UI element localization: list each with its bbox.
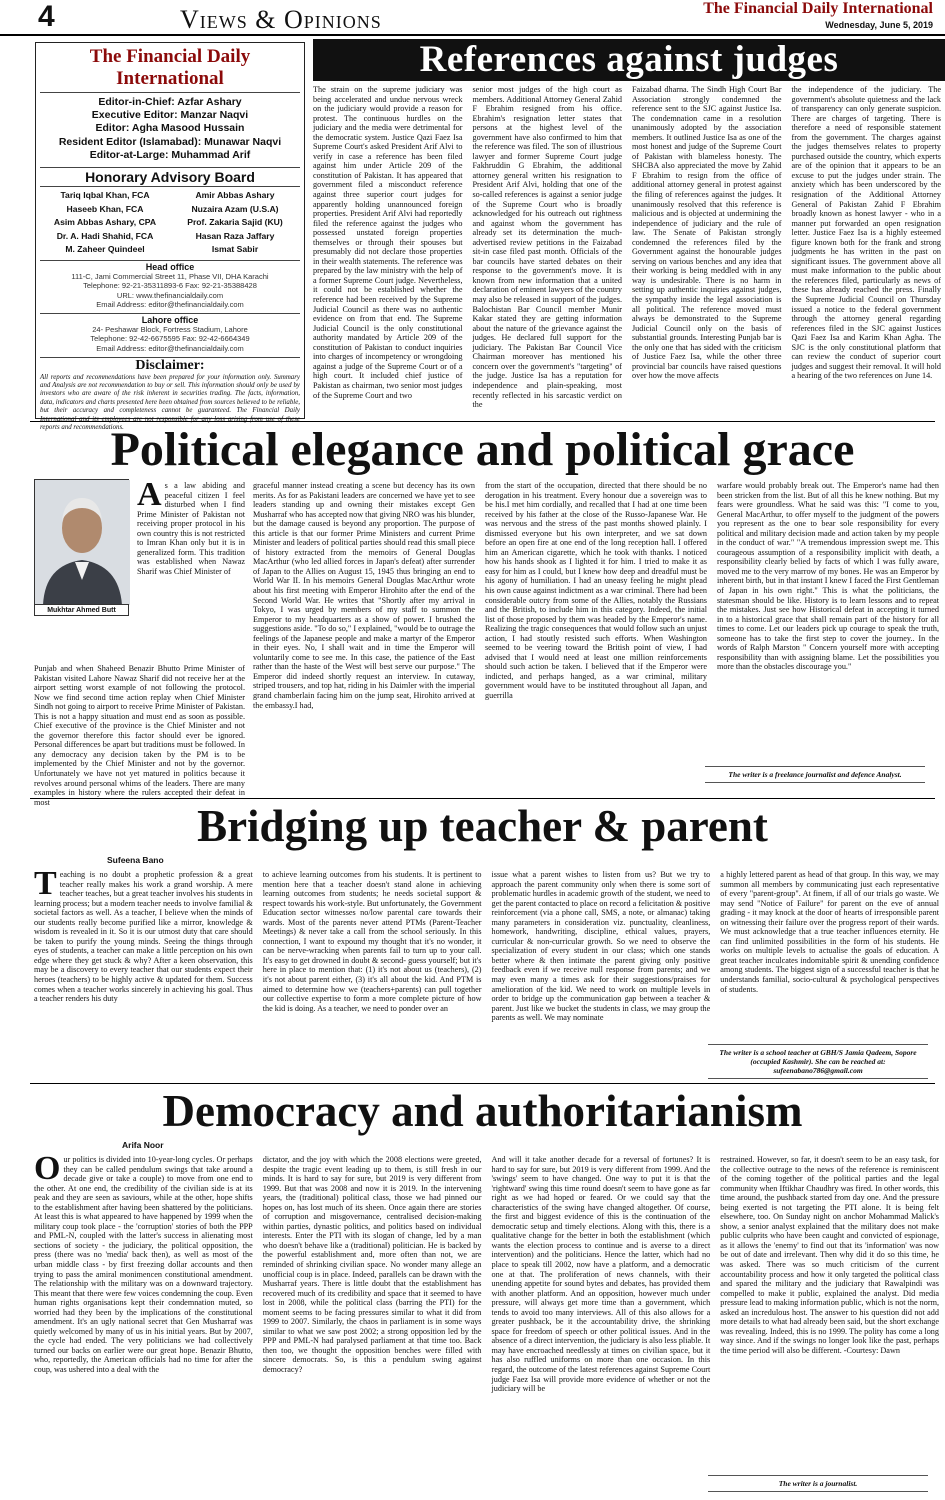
masthead-role: Executive Editor: Manzar Naqvi [91,109,249,122]
article-column [34,865,253,1080]
column-body: ur politics is divided into 10-year-long cycles. Or perhaps they can be called pendulum swings that take around a decade give or take a couple) to move from one end to the other. At one end, the credibility of the civilian side is at its peak and they are seen as saviours, while at the other, hope shifts to the establishment after having been shattered by the politicians. At least this is what appeared to have happened by 1999 when the military coup took place - the 'corruption' stories of both the PPP and PML-N, coupled with the latter's success in alienating most sections of society - the judiciary, the political opposition, the press (there was no 'media' back then), as well as most of the urban middle class - by first freezing dollar accounts and then trying to pass the amiral monimencen constitutional amendment. The relationship with the military was on a downward trajectory. This meant that there were few voices condemning the coup. Even human rights organisations kept their condemnation muted, so worried had they been by the implications of the constitutional amendment. It's an ugly national secret that Gen Musharraf was quietly welcomed by many of us in his initial years. But by 2007, the cycle had ended. The very politicians we had collectively turned our backs on earlier were our great hope. Benazir Bhutto, who, reportedly, the American officials had no time for after the coup, was ushered into a deal with the [34,1155,253,1375]
section-divider [30,421,935,422]
article-democracy-body [34,1150,939,1490]
article-column [253,481,475,794]
article-column [492,870,711,1080]
column-text: a highly lettered parent as head of that group. In this way, we may summon all members by communicating just each representative of every "parent-group". At finem, if all of our trials go waste. We may send "Notice of Failure" for parent on the eve of annual grading - it may knock at the door of hearts of irresponsible parent on witnessing their failure over the progress report of their wards. We must acknowledge that a true teacher influences eternity. He can find unlimited possibilities in the form of his students. He works on multiple levels to actualise the goals of education. A great teacher inculcates indomitable spirit & unending confidence among students. The biggest sign of a successful teacher is that he understands familial, socio-cultural & psychological perspectives of students. [720,870,939,994]
article-column [313,85,463,415]
article-political-body [253,481,939,794]
masthead-role: Editor-at-Large: Muhammad Arif [89,148,251,161]
article-intro [137,476,245,664]
page-number: 4 [38,0,55,33]
section-divider [30,798,935,799]
address-line: URL: www.thefinancialdaily.com [116,290,224,300]
issue-date: Wednesday, June 5, 2019 [825,20,933,30]
head-office-title: Head office [40,260,300,272]
column-text: from the start of the occupation, directed that there should be no derogation in his treatment. Every honour due a sovereign was to be his.I met him cordially, and recalled that I had at one time been received by his father at the close of the Russo-Japanese War. He was nervous and the stress of the past months showed plainly. I dismissed everyone but his own interpreter, and we sat down before an open fire at one end of the long reception hall. I offered him an American cigarette, which he took with thanks. I noticed how his hands shook as I lighted it for him. I tried to make it as easy for him as I could, but I knew how deep and dreadful must be his agony of humiliation. I had an uneasy feeling he might plead his own cause against indictment as a war criminal. There had been considerable outcry from some of the Allies, notably the Russians and the British, to include him in this category. Indeed, the initial list of those proposed by them was headed by the Emperor's name. Realizing the tragic consequences that would follow such an unjust action, I had stoutly resisted such efforts. When Washington seemed to be veering toward the British point of view, I had advised that I would need at least one million reinforcements should such action be taken. I believed that if the Emperor were indicted, and perhaps hanged, as a war criminal, military government would have to be instituted throughout all Japan, and guerrilla [485,481,707,701]
intro-text [137,476,245,576]
board-member: Asim Abbas Ashary, CPA [53,217,157,228]
board-member: Amir Abbas Ashary [195,190,275,201]
disclaimer-text: All reports and recommendations have been prepared for your information only. Summary and Analysis are not recommendation to buy or sell. This information should only be used by investors who are aware of the risk inherent in securities trading. The facts, information, data, indicators and charts presented here been obtained from sources believed to be reliable, but their accuracy and completeness cannot be guaranteed. The Financial Daily International and its employees are not responsible for any loss arising from use of these reports and recommendations. [40,373,300,432]
article-column [492,1155,711,1490]
author-note: The writer is a freelance journalist and defence Analyst. [705,766,925,783]
board-member: Dr. A. Hadi Shahid, FCA [56,230,154,241]
disclaimer-title: Disclaimer: [40,357,300,374]
headline-references: References against judges [313,39,945,81]
article-column [473,85,623,415]
board-member: Tariq Iqbal Khan, FCA [60,190,150,201]
author-note: The writer is a journalist. [708,1475,928,1492]
article-column [717,481,939,794]
masthead-box [35,42,305,432]
address-line: Telephone: 92-21-35311893-6 Fax: 92-21-35388428 [83,281,257,291]
column-body: eaching is no doubt a prophetic profession & a great teacher really makes his work a grand worship. A mere teacher teaches, but a great teacher involves his students in learning process; but a modern teacher needs to involve familial & societal factors as well. As a teacher, I believe when the minds of our students really become purified like a mirror, knowledge & wisdom is revealed in it. So it is our utmost duty that care should be taken to purify the young minds. Seeing the things through eyes of students, a teacher can make a little perception on his own edge where they get stuck & why? After a keen observation, this may be a discovery to every teacher that our students expect their heroes (teachers) to be highly active & updated for them. Success comes when a teacher works sincerely in achieving his goal. Thus a teacher renders his duty [34,870,253,1004]
section-title: Views & Opinions [180,5,382,34]
address-line: 111-C, Jami Commercial Street 11, Phase VII, DHA Karachi [71,271,269,281]
column-text: The strain on the supreme judiciary was being accelerated and undue nervous wreck on the judiciary would provide a reason for protest. The continuous hurdles on the judiciary and the media were detrimental for the democratic system. Justice Qazi Faez Isa Supreme Court's asked President Arif Alvi to verify in case a reference has been filed against him under Article 209 of the constitution of Pakistan. It has appeared that government filed a misconduct reference against three superior court judges for apparently holding unannounced foreign properties. President Arif Alvi had reportedly filed the reference against the judges who possessed unstated foreign properties themselves or through their spouses but presumably did not declare those properties in their wealth statements. The reference was prepared by the law ministry with the help of a former Supreme Court judge. Nevertheless, it could not be established whether the reference had been received by the Supreme Judicial Council as there was no authentic evidence on from that end. The Supreme Judicial Council is the only constitutional authority mandated by Article 209 of the constitution of Pakistan to conduct inquiries into charges of incompetency or wrongdoing against a judge of the Supreme Court or of a high court. It included chief justice of Pakistan as chairman, two senior most judges of the Supreme Court and two [313,85,463,400]
column-text: And will it take another decade for a reversal of fortunes? It is hard to say for sure, but 2019 is very different from 1999. And the 'swings' seem to have changed. One way to put it is that the 'rightward' swing this time round doesn't seem to have gone as far right as we had hoped or feared. Or we could say that the characteristics of the swing have changed altogether. Of course, the first and biggest evidence of this is the continuation of the democratic setup and timely elections. Along with this, there is a qualitative change for the better in both the establishment (which wants the election process to continue and is averse to a direct intervention) and the politicians. Hence the latter, which had no place to speak till 2002, now have a platform, and a democratic one at that. The proliferation of news channels, with their unending appetite for sound bytes and debates, has provided them with another platform. And an opposition, however much under pressure, will always get more time than a government, which tends to avoid too many interviews. All of this also allows for a greater pushback, be it the accountability drive, the shrinking space for freedom of speech or other political issues. And in the absence of a direct intervention, the judiciary is also less pliable. It may have encroached needlessly at times on civilian space, but it has also ruffled uniforms on more than one occasion. In this regard, the outcome of the latest references against Supreme Court judge Faez Isa will provide more evidence of whether or not the judiciary will be [491,1155,711,1394]
lahore-office-address [40,325,300,354]
section-divider [30,1083,935,1084]
dropcap-letter: O [34,1150,61,1187]
intro-body: s a law abiding and peaceful citizen I feel disturbed when I find Prime Minister of Pakistan not receiving proper protocol in his own country this is not restricted to Imran Khan only but it is in generalized form. This tradition was established when Nawaz Sharif was Chief Minister of [137,481,245,576]
column-text: Punjab and when Shaheed Benazir Bhutto Prime Minister of Pakistan visited Lahore Nawaz Sharif did not receive her at the airport setting worst example of not following the protocol. Now we find second time action replay when Chief Minister Sindh not going to airport to receive Prime Minister of Pakistan. This is not a happy situation and must end as soon as possible. Chief executive of the province is the Chief Minister and not the governor therefore this factor should ever be ignored. Personal differences be apart but traditions must be followed. In any democracy any decision taken by the PM is to be implemented by the Chief Minister and not by the governor. Unfortunately we have not yet matured in politics because it revolves around personal whims of the leaders. There are many examples in history where the rulers accepted their defeat in most [34,664,245,807]
article-column [263,1155,482,1490]
headline-bridging: Bridging up teacher & parent [197,801,768,851]
column-text: issue what a parent wishes to listen from us? But we try to approach the parent community only when there is some sort of problematic hurdles in academic growth of the student, we need to get the parent contacted to place on record a felicitation & positive reinforcement (via a phone call, SMS, a note, or almanac) taking many parameters in consideration viz. punctuality, cleanliness, homework, handwriting, discipline, ethical values, prayers, curricular & non-curricular growth. So we need to observe the specialization of every student in our class; which one stands better where & then intimate the parent giving only positive feedback even if we receive null response from parents; and we may even many a times ask for their suggestions/praises for amelioration of the kid. We need to work on multiple levels in order to bridge up the communication gap between a teacher & parent. Just like we bucket the students in class, we may group the parents as well. We may nominate [491,870,711,1023]
masthead-role: Resident Editor (Islamabad): Munawar Naqvi [58,135,282,148]
board-member: Prof. Zakaria Sajid (KU) [187,217,283,228]
article-column [34,1150,253,1490]
byline: Sufeena Bano [107,855,164,865]
article-column [720,1155,939,1490]
advisory-board-title: Honorary Advisory Board [40,167,300,187]
article-column [263,870,482,1080]
masthead-role: Editor: Agha Masood Hussain [95,122,245,135]
address-line: Email Address: editor@thefinancialdaily.com [96,344,244,354]
column-text: warfare would probably break out. The Emperor's name had then been stricken from the list. But of all this he knew nothing. But my fears were groundless. What he said was this: "I come to you, General MacArthur, to offer myself to the judgment of the powers you represent as the one to bear sole responsibility for every political and military decision made and action taken by my people in the conduct of war." "A tremendous impression swept me. This courageous assumption of a responsibility implicit with death, a responsibility clearly belied by facts of which I was fully aware, moved me to the very marrow of my bones. He was an Emperor by inherent birth, but in that instant I knew I faced the First Gentleman of Japan in his own right." This is what the politicians, the statesman should be like. History is to learn lessons and to repeat the mistakes. Just see how Historical defeat in accepting it turned in to a historical grace that shall remain part of the history for all times to come. Let our leaders pick up courage to speak the truth, someone has to take the first step to cover the journey.. In the words of Ralph Marston " Concern yourself more with accepting responsibility than with assigning blame. Let the possibilities you more than the obstacles discourage you." [717,481,939,672]
masthead-paper-name: The Financial Daily International [40,46,300,93]
head-office-address [40,272,300,310]
article-column [792,85,942,415]
article-column [485,481,707,794]
masthead-roles [40,96,300,162]
column-text: graceful manner instead creating a scene but decency has its own merits. As for as Pakistani leaders are concerned we have yet to see leaders standing up and owning their mistakes except Gen Musharraf who has accepted now that giving NRO was his blunder, but the damage caused is beyond any proportion. The purpose of this article is that our former Prime Ministers and current Prime Minister and leaders of political parties should read this small piece of history extracted from the memoirs of General Douglas MacArthur (who led allied forces in Japan's defeat) after surrender of Japan to the Allies on August 15, 1945 thus bringing an end to World War II. In his memoirs General Douglas MacArthur wrote about his first meeting with Emperor Hirohito after the end of the Second World War. He writes that "Shortly after my arrival in Tokyo, I was urged by members of my staff to summon the Emperor to my headquarters as a show of power. I brushed the suggestions aside. "To do so," I explained, "would be to outrage the feelings of the Japanese people and make a martyr of the Emperor in their eyes. No, I shall wait and in time the Emperor will voluntarily come to see me. In this case, the patience of the East rather than the haste of the West will best serve our purpose." The Emperor did indeed shortly request an interview. In cutaway, striped trousers, and top hat, riding in his Daimler with the imperial grand chamberlain facing him on the jump seat, Hirohito arrived at the embassy.I had, [253,481,475,710]
headline-democracy: Democracy and authoritarianism [162,1086,803,1136]
dropcap-letter: A [137,476,162,513]
board-member: Haseeb Khan, FCA [66,203,144,214]
author-note: The writer is a school teacher at GBH/S Jamia Qadeem, Sopore (occupied Kashmir). She can be reached at: sufeenabano786@gmail.com [708,1044,928,1079]
masthead-role: Editor-in-Chief: Azfar Ashary [98,96,242,108]
address-line: Telephone: 92-42-6675595 Fax: 92-42-6664349 [90,334,250,344]
page-header [0,0,945,36]
board-member: Ismat Sabir [211,244,259,255]
advisory-board-list [40,189,300,257]
column-text: restrained. However, so far, it doesn't seem to be an easy task, for the collective outrage to the news of the reference is reminiscent of the coming together of the political parties and the legal community when Iftikhar Chaudhry was fired. In other words, this time around, the pushback started from day one. And the pressure being exerted is not targeting the PTI alone. It is being felt elsewhere, too. On Sunday night on anchor Mohammad Malick's show, a senior analyst explained that the military does not make public culprits who have been caught and convicted of espionage, as it allows the 'enemy' to find out that its 'information' was now be out of date and irrelevant. Then why did it do so this time, he was asked. There was so much criticism of the current accountability process and how it only targeted the political class and spared the military and the judiciary that Rawalpindi was compelled to make it public, explained the analyst. Did media pressure lead to making information public, which is not the norm, asked an incredulous host. The answer to his question did not add more details to what had already been said, but the short exchange was revealing. Indeed, this is no 1999. The polity has come a long way since. And if the swings no longer look like the past, perhaps the time period will also be different. -Courtesy: Dawn [720,1155,939,1355]
lahore-office-title: Lahore office [40,313,300,325]
paper-name: The Financial Daily International [703,0,933,17]
board-member: M. Zaheer Quindeel [65,244,145,255]
column-text [34,1150,253,1375]
address-line: 24- Peshawar Block, Fortress Stadium, Lahore [92,324,248,334]
column-text: senior most judges of the high court as members. Additional Attorney General Zahid F Ebrahim resigned from his office. Ebrahim's resignation letter states that persons at the highest level of the government have also confirmed to him that the reference was filed. The son of illustrious lawyer and former Supreme Court judge Fakhruddin G Ebrahim, the additional attorney general written his resignation to President Arif Alvi, holding that one of the so-called references is against a senior judge of the Supreme Court who is broadly acknowledged for his outreach out rightness and against whom the government has already set its determination the much-advertised review petitions in the Faizabad sit-in case filed past month. Officials of the bar councils have started debates on their response to the government's move. It is known from new information that a united declaration of eminent lawyers of the country may also be released in support of the judges. Balochistan Bar Council member Munir Kakar stated they are getting information about the nature of the grievance against the judges. He declared full support for the judiciary. The Pakistan Bar Council Vice Chairman moreover has mentioned his concern over the government's "targeting" of the judge. Justice Isa has a reputation for independence and plain-speaking, most recently reflected in his sarcastic verdict on the [472,85,622,410]
board-member: Hasan Raza Jaffary [195,230,275,241]
byline: Arifa Noor [122,1140,164,1150]
article-references-body [313,85,941,415]
article-column [34,664,245,807]
headline-political: Political elegance and political grace [110,423,855,476]
column-text: the independence of the judiciary. The government's absolute quietness and the lack of transparency can only generate suspicion. There are charges of targeting. There is therefore a need of responsible statement from the government. The charges against the judges themselves relates to property purchased outside the country, which experts are of the opinion that it appears to be an excuse to put the judges under strain. The anxiety which has been underscored by the resignation of the Additional Attorney General of Pakistan Zahid F Ebrahim broadly known as honest lawyer - who in a manner put forwarded an open resignation letter. Justice Faez Isa is a highly esteemed figure known both for the frank and strong judgments he has written in the past on significant issues. The government above all must make information to the public about the references filed, particularly as news of these has already reached the press. Finally the Supreme Judicial Council on Thursday issued a notice to the federal government through the attorney general regarding references filed in the SJC against Justices Qazi Faez Isa and Karim Khan Agha. The SJC is the only constitutional platform that can review the conduct of superior court judges and suggest their removal. It will hold a hearing of the two references on June 14. [791,85,941,381]
address-line: Email Address: editor@thefinancialdaily.com [96,300,244,310]
column-text: dictator, and the joy with which the 2008 elections were greeted, despite the tragic event leading up to them, is still fresh in our minds. It is hard to say for sure, but 2019 is very different from 1999. But that was 2008 and now it is 2019. In the intervening years, the (traditional) political class, those we had pinned our hopes on, has lost much of its sheen. Once again there are stories of corruption and misgovernance, centralised decision-making within parties, dynastic politics, and politics based on individual interests. Enter the PTI with its slogan of change, led by a man who doesn't behave like a (traditional) politician. He is backed by the powerful establishment and, more often than not, we are reminded of shrinking civilian space. No wonder many allege an unofficial coup is in place. Indeed, parallels can be drawn with the Musharraf years. There is little doubt that the establishment has recovered much of its credibility and space that it seemed to have lost in 2008, while the political class (barring the PTI) for the moment seems to be facing pressures similar to what it did from 1999 to 2007. Similarly, the chaos in parliament is in some ways similar to what we saw post 2002; a strong opposition led by the PPP and PML-N had paralysed parliament at that time too. Back then too, we thought the opposition benches were filled with sincere democrats. So, is this a pendulum swing against democracy? [262,1155,482,1375]
column-text [34,865,253,1004]
column-text: Faizabad dharna. The Sindh High Court Bar Association strongly condemned the reference sent to the SJC against Justice Isa. The condemnation came in a resolution unanimously adopted by the association members. It outlined Justice Isa as one of the most honest and judge of the Supreme Court of Pakistan with blameless honesty. The SHCBA also appreciated the move by Zahid F Ebrahim to resign from the office of additional attorney general in protest against the filing of references against the judges. It unanimously resolved that this reference is malicious and is objected at undermining the independence of judiciary and the rule of law. The Senate of Pakistan strongly condemned the references filed by the Government against the honourable judges serving on various benches and any idea that their working is being meddled with in any way is undesirable. There is no harm in setting up authentic inquiries against judges, the sympathy inside the legal association is all political. The reference moved must always be demonstrated to the Supreme Judicial Council only on the basis of substantial grounds. Interesting Punjab bar is the only one that has sided with the criticism of Justice Faez Isa, while the other three provincial bar councils have raised questions over how the move affects [632,85,782,381]
column-text: to achieve learning outcomes from his students. It is pertinent to mention here that a teacher doesn't stand alone in achieving learning outcomes from students; he needs societal support & respect towards his work-style. But unfortunately, the Government Education sector witnesses no/low parental care towards their wards. Most of the parents never attend PTMs (Parent-Teacher Meetings) & never take a call from the school seriously. In this connection, I want to expound my thought that it's no wonder, it can be nerve-wracking when parents fail to turn up to your call. It's easy to get drowned in doubt & second- guess yourself; but it's here in place to mention that: (1) it's not about us (teachers), (2) it's not about parent either, (3) it's all about the kid. And PTM is aimed to determine how we (teachers+parents) can pull together our collective expertise to form a more complete picture of how the kid is doing. As a teacher, we need to ponder over an [262,870,482,1013]
author-portrait-icon [35,480,130,605]
author-photo [34,479,129,604]
article-column [632,85,782,415]
dropcap-letter: T [34,865,57,902]
board-member: Nuzaira Azam (U.S.A) [191,203,279,214]
author-caption: Mukhtar Ahmed Butt [34,604,129,616]
